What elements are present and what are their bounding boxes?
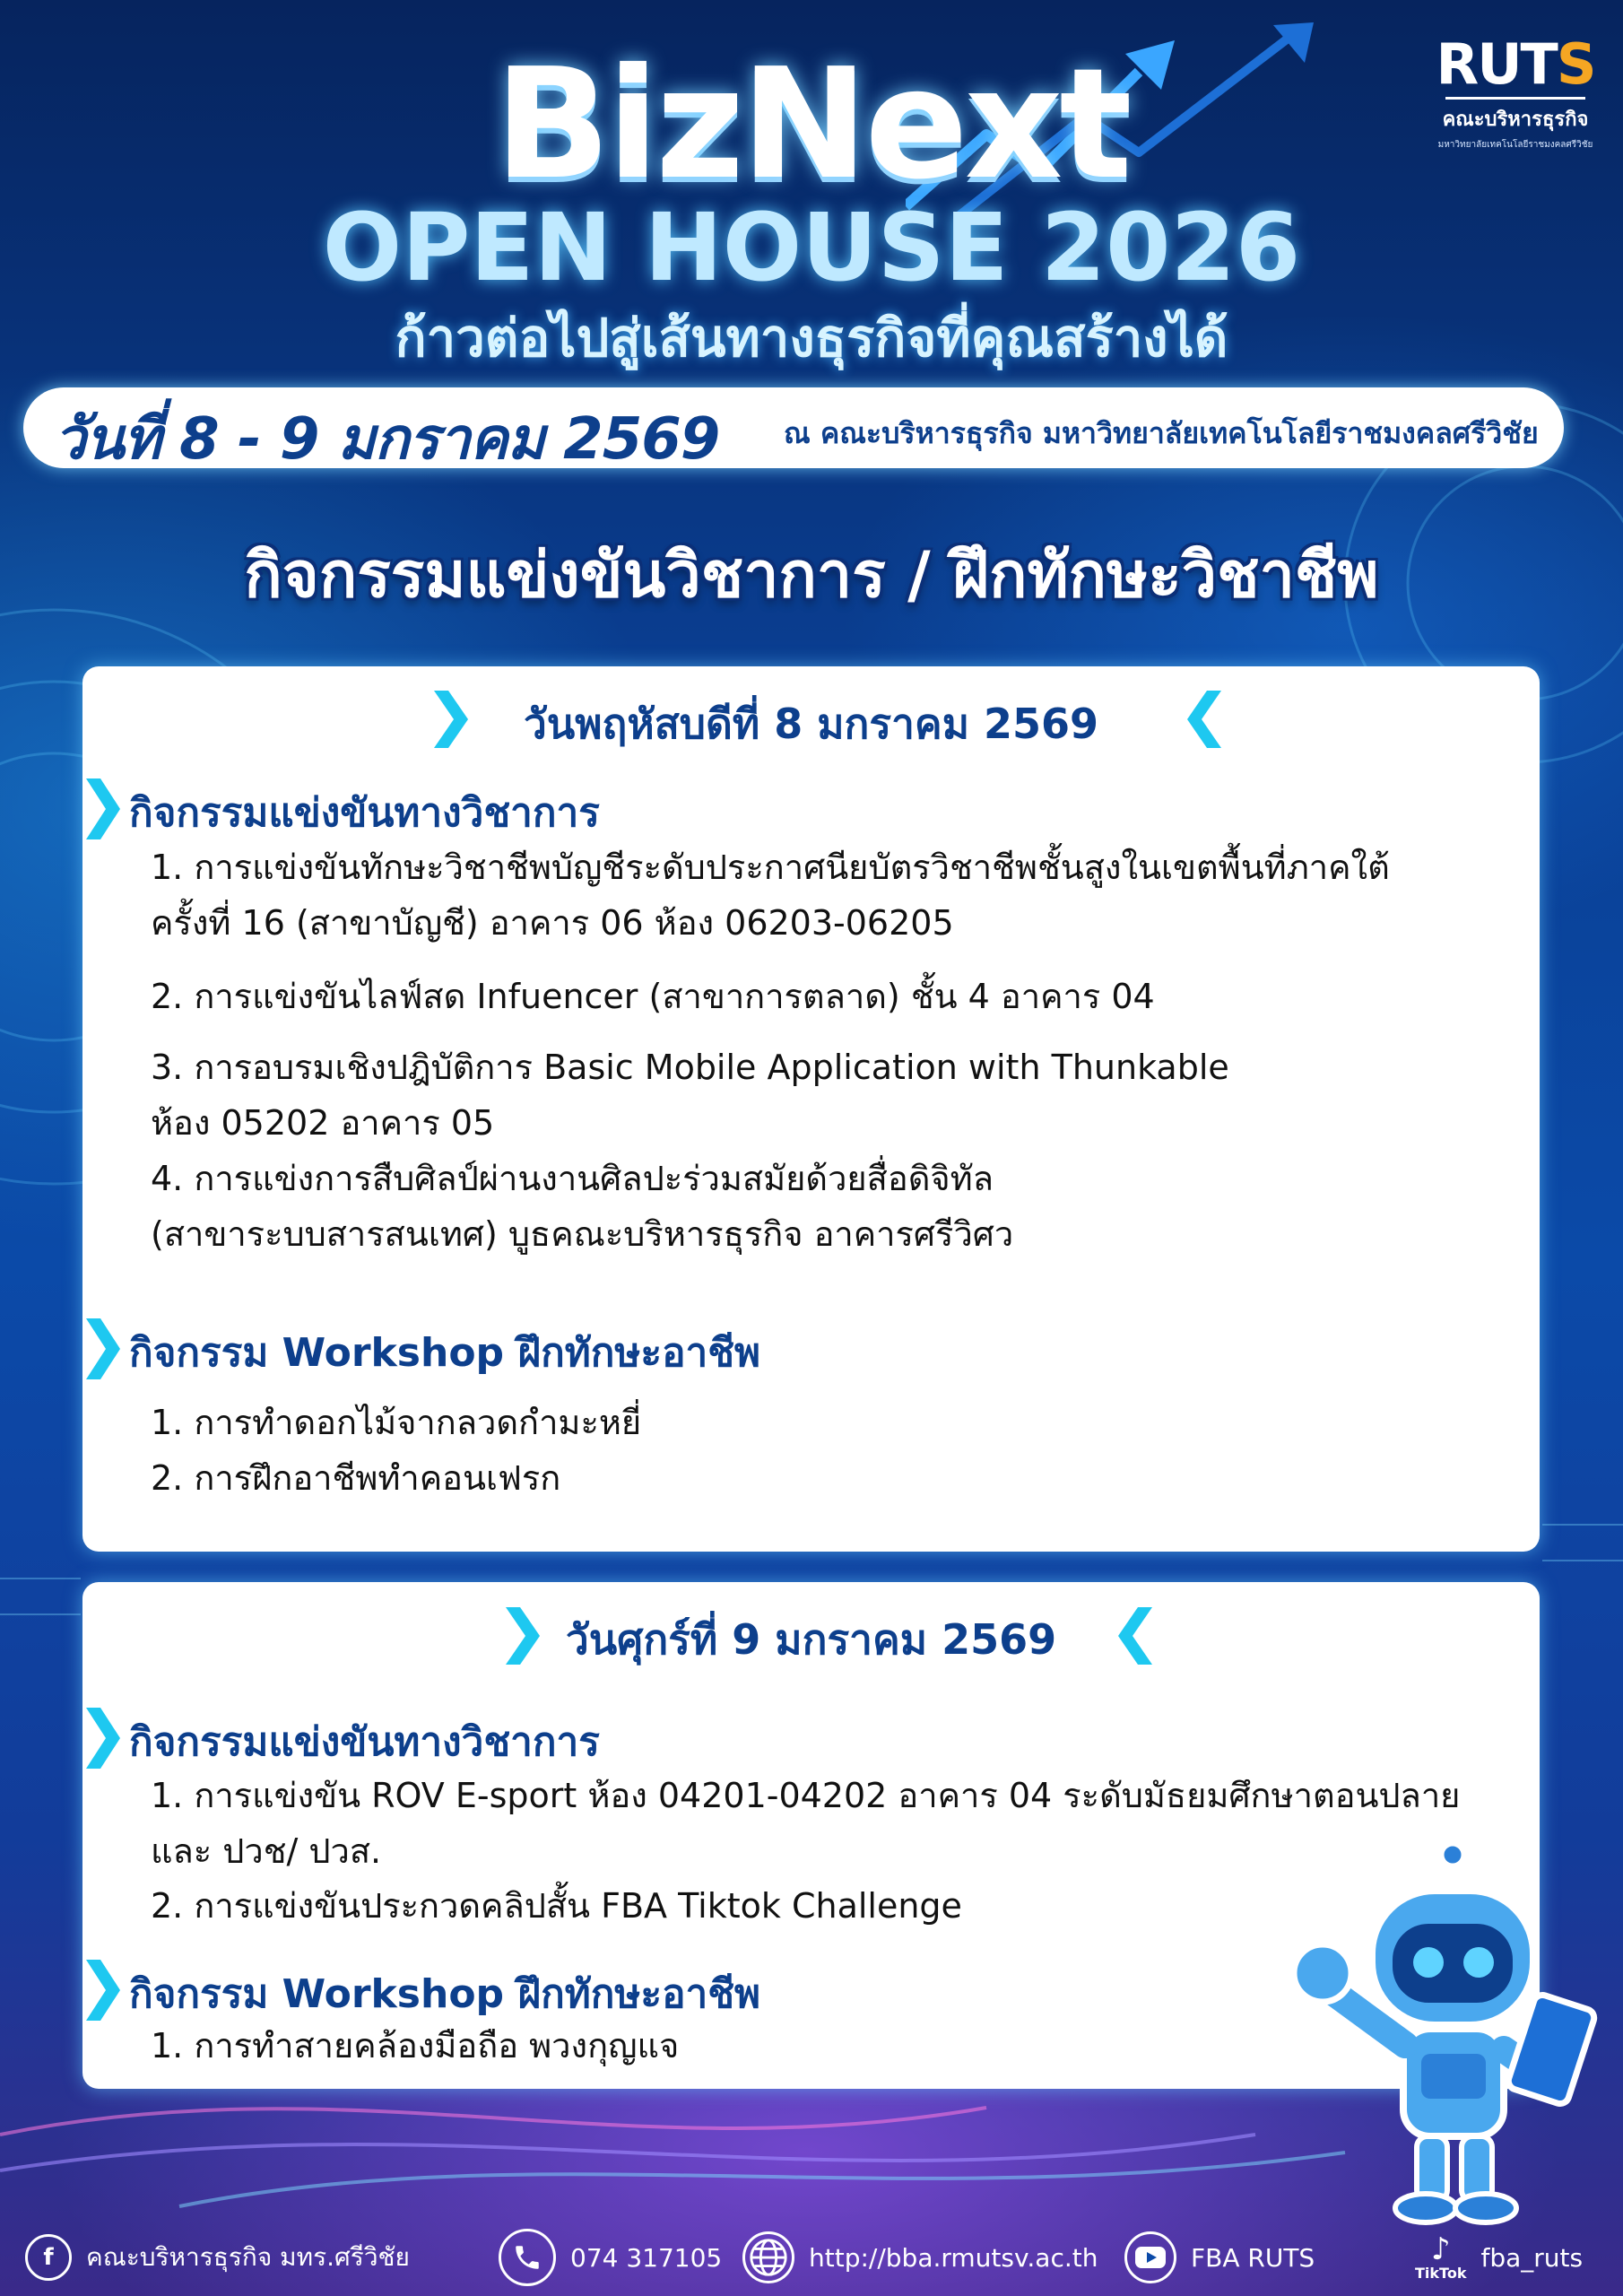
youtube-text: FBA RUTS	[1191, 2242, 1315, 2273]
event-date: วันที่ 8 - 9 มกราคม 2569	[54, 406, 720, 473]
day1-academic-item-3: 3. การอบรมเชิงปฎิบัติการ Basic Mobile Application with Thunkable ห้อง 05202 อาคาร 05	[151, 1048, 1229, 1143]
event-subtitle: OPEN HOUSE 2026	[322, 193, 1301, 302]
globe-icon	[742, 2231, 794, 2283]
footer-facebook[interactable]	[25, 2235, 410, 2280]
logo-divider	[1445, 97, 1585, 100]
day1-academic-item-2: 2. การแข่งขันไลฟ์สด Infuencer (สาขาการตลาด) ชั้น 4 อาคาร 04	[151, 977, 1155, 1016]
section-arrow-icon	[86, 1960, 120, 2021]
chevron-left-icon	[1118, 1607, 1152, 1665]
chevron-left-icon	[1187, 691, 1221, 748]
logo-faculty: คณะบริหารธุรกิจ	[1442, 109, 1589, 131]
event-tagline: ก้าวต่อไปสู่เส้นทางธุรกิจที่คุณสร้างได้	[395, 308, 1228, 369]
section-heading: กิจกรรมแข่งขันวิชาการ / ฝึกทักษะวิชาชีพ	[244, 538, 1379, 612]
day2-academic-item-2: 2. การแข่งขันประกวดคลิปสั้น FBA Tiktok Challenge	[151, 1886, 962, 1926]
robot-mascot-icon	[1296, 1839, 1601, 2233]
phone-text: 074 317105	[570, 2242, 723, 2273]
footer-youtube[interactable]	[1124, 2235, 1315, 2280]
day2-workshop-item-1: 1. การทำสายคล้องมือถือ พวงกุญแจ	[151, 2026, 680, 2066]
section-arrow-icon	[86, 778, 120, 839]
event-venue: ณ คณะบริหารธุรกิจ มหาวิทยาลัยเทคโนโลยีราชมงคลศรีวิชัย	[784, 416, 1539, 450]
day1-title: วันพฤหัสบดีที่ 8 มกราคม 2569	[523, 700, 1099, 748]
section-arrow-icon	[86, 1318, 120, 1379]
day1-academic-item-1: 1. การแข่งขันทักษะวิชาชีพบัญชีระดับประกาศนียบัตรวิชาชีพชั้นสูงในเขตพื้นที่ภาคใต้ ครั้งที่ 16 (สาขาบัญชี) อาคาร 06 ห้อง 06203-06205	[151, 848, 1390, 943]
footer-website[interactable]	[742, 2235, 1098, 2280]
ruts-logo	[1435, 31, 1596, 152]
day2-academic-heading: กิจกรรมแข่งขันทางวิชาการ	[129, 1719, 600, 1765]
logo-university: มหาวิทยาลัยเทคโนโลยีราชมงคลศรีวิชัย	[1437, 140, 1593, 150]
day1-academic-item-4: 4. การแข่งการสืบศิลป์ผ่านงานศิลปะร่วมสมัยด้วยสื่อดิจิทัล (สาขาระบบสารสนเทศ) บูธคณะบริหารธุรกิจ อาคารศรีวิศว	[151, 1159, 1014, 1254]
logo-wordmark: RUTS	[1436, 31, 1595, 97]
facebook-text: คณะบริหารธุรกิจ มทร.ศรีวิชัย	[86, 2242, 410, 2272]
phone-icon	[499, 2229, 556, 2286]
day2-title: วันศุกร์ที่ 9 มกราคม 2569	[565, 1615, 1057, 1664]
website-text: http://bba.rmutsv.ac.th	[809, 2242, 1098, 2273]
section-arrow-icon	[86, 1708, 120, 1769]
day1-workshop-item-2: 2. การฝึกอาชีพทำคอนเฟรก	[151, 1458, 561, 1498]
event-title: BizNext	[494, 36, 1129, 213]
youtube-icon	[1124, 2231, 1176, 2283]
date-banner	[23, 387, 1564, 473]
tiktok-text: fba_ruts	[1480, 2242, 1584, 2273]
footer-contacts	[0, 2215, 1623, 2296]
day2-workshop-heading: กิจกรรม Workshop ฝึกทักษะอาชีพ	[129, 1971, 761, 2017]
day2-academic-item-1: 1. การแข่งขัน ROV E-sport ห้อง 04201-04202 อาคาร 04 ระดับมัธยมศึกษาตอนปลาย และ ปวช/ ปวส.	[151, 1776, 1461, 1871]
footer-tiktok[interactable]	[1415, 2231, 1584, 2282]
day1-card	[82, 666, 1540, 1552]
day1-workshop-heading: กิจกรรม Workshop ฝึกทักษะอาชีพ	[129, 1330, 761, 1376]
facebook-icon: f	[25, 2234, 72, 2281]
day1-workshop-item-1: 1. การทำดอกไม้จากลวดกำมะหยี่	[151, 1403, 642, 1442]
day1-academic-heading: กิจกรรมแข่งขันทางวิชาการ	[129, 790, 600, 836]
tiktok-icon: ♪ TikTok	[1415, 2231, 1467, 2282]
footer-phone[interactable]	[499, 2235, 722, 2280]
